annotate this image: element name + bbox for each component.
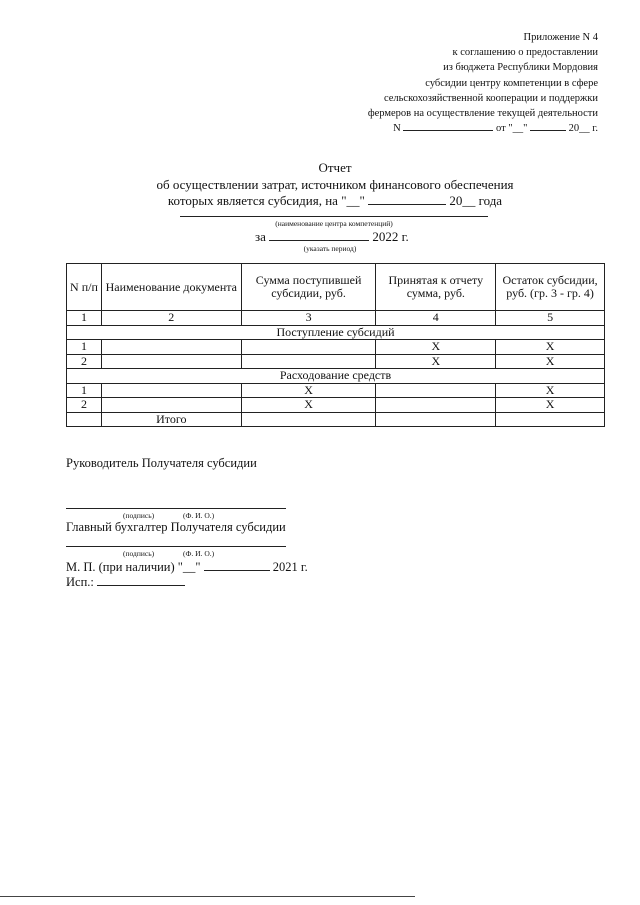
title-line-2: об осуществлении затрат, источником финансового обеспечения <box>156 176 514 192</box>
table-cell <box>67 412 102 427</box>
accountant-title: Главный бухгалтер Получателя субсидии <box>66 520 286 534</box>
head-title: Руководитель Получателя субсидии <box>66 456 257 470</box>
section-row <box>67 325 605 340</box>
header-cell: N п/п <box>67 264 102 311</box>
annex-header <box>368 30 598 136</box>
title-date-blank <box>368 204 446 205</box>
period-caption: (указать период) <box>303 244 357 253</box>
report-title <box>120 160 550 210</box>
table-cell: X <box>496 354 605 369</box>
report-table <box>66 263 605 427</box>
accountant-signature-line <box>66 546 286 547</box>
table-cell <box>241 340 376 355</box>
table-cell: 2 <box>67 354 102 369</box>
head-signature-line <box>66 508 286 509</box>
title-date-suffix: 20__ года <box>449 193 503 208</box>
header-cell: Принятая к отчету сумма, руб. <box>376 264 496 311</box>
section-row <box>67 369 605 384</box>
annex-line: субсидии центру компетенции в сфере <box>425 77 598 89</box>
table-cell <box>101 398 241 413</box>
table-cell <box>496 412 605 427</box>
total-label: Итого <box>101 412 241 427</box>
table-cell: 2 <box>67 398 102 413</box>
table-row <box>67 354 605 369</box>
accountant-name-caption: (Ф. И. О.) <box>183 549 215 558</box>
accountant-sign-caption: (подпись) <box>123 549 155 558</box>
table-cell <box>241 412 376 427</box>
month-blank <box>530 130 566 131</box>
header-cell: Наименование документа <box>101 264 241 311</box>
table-header-row <box>67 264 605 311</box>
period-blank <box>269 240 369 241</box>
period-line <box>255 229 409 245</box>
table-row <box>67 398 605 413</box>
column-number-row <box>67 311 605 326</box>
number-from: от "__" <box>495 123 528 135</box>
number-prefix: N <box>393 123 401 135</box>
annex-line: из бюджета Республики Мордовия <box>443 62 598 74</box>
executor-line <box>66 575 185 590</box>
column-number: 5 <box>496 311 605 326</box>
stamp-prefix: М. П. (при наличии) "__" <box>66 560 201 574</box>
section-title-income: Поступление субсидий <box>67 325 605 340</box>
head-name-caption: (Ф. И. О.) <box>183 511 215 520</box>
table-cell: 1 <box>67 340 102 355</box>
table-cell: X <box>376 354 496 369</box>
table-cell <box>376 398 496 413</box>
table-cell <box>376 383 496 398</box>
total-row <box>67 412 605 427</box>
stamp-year: 2021 г. <box>272 560 308 574</box>
number-blank <box>403 130 493 131</box>
table-row <box>67 383 605 398</box>
number-year: 20__ г. <box>568 123 598 135</box>
column-number: 1 <box>67 311 102 326</box>
executor-blank <box>97 585 185 586</box>
annex-line: Приложение N 4 <box>523 32 598 43</box>
table-cell: X <box>496 398 605 413</box>
table-cell <box>376 412 496 427</box>
table-cell: X <box>376 340 496 355</box>
column-number: 4 <box>376 311 496 326</box>
stamp-line <box>66 560 308 575</box>
annex-line: фермеров на осуществление текущей деятельности <box>367 108 598 120</box>
table-cell <box>101 383 241 398</box>
header-cell: Остаток субсидии, руб. (гр. 3 - гр. 4) <box>496 264 605 311</box>
table-cell <box>101 340 241 355</box>
table-row <box>67 340 605 355</box>
title-line-1: Отчет <box>318 160 352 175</box>
table-cell: X <box>241 383 376 398</box>
column-number: 3 <box>241 311 376 326</box>
annex-number-line <box>368 121 598 136</box>
annex-line: сельскохозяйственной кооперации и поддержки <box>383 92 598 104</box>
center-name-line <box>180 216 488 217</box>
section-title-expense: Расходование средств <box>67 369 605 384</box>
header-cell: Сумма поступившей субсидии, руб. <box>241 264 376 311</box>
table-cell <box>101 354 241 369</box>
annex-line: к соглашению о предоставлении <box>452 47 598 59</box>
title-line-3 <box>120 193 550 210</box>
column-number: 2 <box>101 311 241 326</box>
table-cell: X <box>496 340 605 355</box>
head-sign-caption: (подпись) <box>123 511 155 520</box>
table-cell <box>241 354 376 369</box>
bottom-rule <box>0 896 415 897</box>
stamp-month-blank <box>204 570 270 571</box>
title-date-prefix: которых является субсидия, на "__" <box>167 193 365 208</box>
table-cell: X <box>496 383 605 398</box>
table-cell: 1 <box>67 383 102 398</box>
center-name-caption: (наименование центра компетенций) <box>275 219 393 228</box>
period-prefix: за <box>255 229 266 244</box>
executor-label: Исп.: <box>66 575 94 589</box>
table-cell: X <box>241 398 376 413</box>
period-suffix: 2022 г. <box>372 229 409 244</box>
